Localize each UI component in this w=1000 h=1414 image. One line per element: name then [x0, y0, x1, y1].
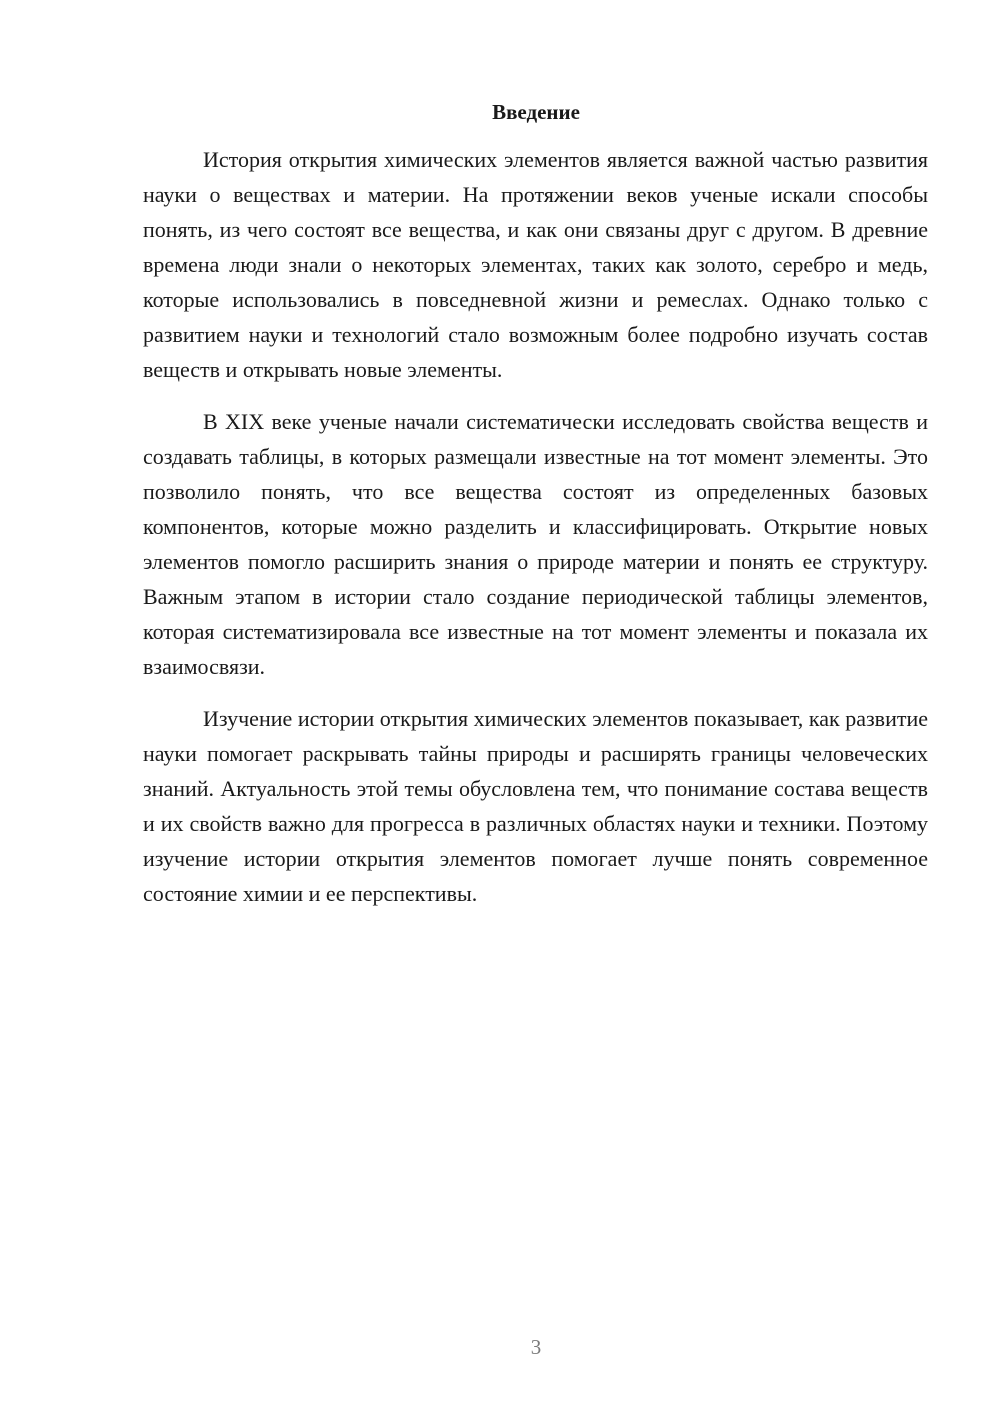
page-title: Введение	[492, 100, 580, 124]
document-body	[143, 142, 928, 928]
paragraph-2: В XIX веке ученые начали систематически исследовать свойства веществ и создавать таблицы, в которых размещали известные на тот момент элементы. Это позволило понять, что все вещества состоят из определенных базовых компонентов, которые можно разделить и классифицировать. Открытие новых элементов помогло расширить знания о природе материи и понять ее структуру. Важным этапом в истории стало создание периодической таблицы элементов, которая систематизировала все известные на тот момент элементы и показала их взаимосвязи.	[143, 409, 928, 679]
paragraph-1: История открытия химических элементов является важной частью развития науки о веществах и материи. На протяжении веков ученые искали способы понять, из чего состоят все вещества, и как они связаны друг с другом. В древние времена люди знали о некоторых элементах, таких как золото, серебро и медь, которые использовались в повседневной жизни и ремеслах. Однако только с развитием науки и технологий стало возможным более подробно изучать состав веществ и открывать новые элементы.	[143, 147, 928, 382]
page-number: 3	[530, 1335, 542, 1359]
paragraph-3: Изучение истории открытия химических элементов показывает, как развитие науки помогает раскрывать тайны природы и расширять границы человеческих знаний. Актуальность этой темы обусловлена тем, что понимание состава веществ и их свойств важно для прогресса в различных областях науки и техники. Поэтому изучение истории открытия элементов помогает лучше понять современное состояние химии и ее перспективы.	[143, 706, 928, 906]
